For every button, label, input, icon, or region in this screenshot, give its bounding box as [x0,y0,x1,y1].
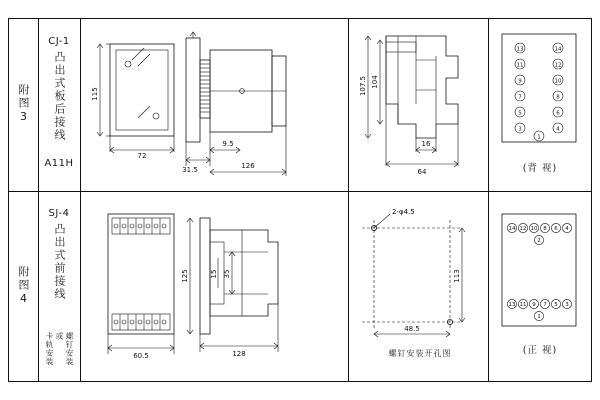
svg-text:4: 4 [565,226,569,233]
svg-text:35: 35 [223,269,231,279]
cj1-section-drawing [350,20,486,190]
svg-text:10: 10 [530,226,538,233]
svg-text:7: 7 [518,94,522,101]
svg-text:11: 11 [516,62,524,69]
view-caption-2: (正 视) [522,345,558,356]
svg-text:9: 9 [532,302,536,309]
svg-text:6: 6 [554,226,558,233]
model-code-1: A11H [44,158,74,169]
cj1-outline-drawing [82,20,348,190]
svg-text:3: 3 [518,126,522,133]
svg-text:12: 12 [519,226,527,233]
row-label-1-text: 附图3 [17,84,30,125]
svg-text:6: 6 [556,110,560,117]
model-type-2: 凸出式前接线 [53,223,66,301]
svg-text:11: 11 [519,302,527,309]
mount-note-line-1: 卡轨安装 [45,332,54,366]
column-divider-1 [38,18,39,382]
column-divider-3 [348,18,349,382]
row-label-2 [8,191,38,382]
svg-text:107.5: 107.5 [359,75,367,97]
column-divider-2 [80,18,81,382]
svg-text:5: 5 [518,110,522,117]
svg-text:2-φ4.5: 2-φ4.5 [392,208,415,216]
svg-text:8: 8 [543,226,547,233]
model-name-1: CJ-1 [48,36,70,47]
model-type-1: 凸出式板后接线 [53,51,66,142]
svg-text:2: 2 [537,238,541,245]
svg-text:128: 128 [232,350,246,358]
svg-text:14: 14 [508,226,516,233]
svg-text:4: 4 [556,126,560,133]
row-divider [8,191,592,192]
svg-text:13: 13 [508,302,516,309]
row-label-2-text: 附图4 [17,266,30,307]
svg-text:126: 126 [241,162,255,170]
hole-caption-2: 螺钉安装开孔图 [388,349,452,358]
svg-text:5: 5 [554,302,558,309]
sj4-outline-drawing [82,196,348,376]
svg-text:1: 1 [537,134,541,141]
svg-text:113: 113 [453,269,461,283]
model-block-2 [41,208,77,328]
svg-text:31.5: 31.5 [182,166,198,174]
svg-text:72: 72 [137,152,147,160]
svg-text:9.5: 9.5 [222,140,234,148]
sj4-hole-pattern-drawing [350,200,486,350]
svg-text:115: 115 [91,87,99,101]
svg-text:7: 7 [543,302,547,309]
mount-note-line-2: 或 [55,332,64,341]
svg-text:13: 13 [516,46,524,53]
svg-text:15: 15 [210,269,218,279]
svg-text:104: 104 [371,75,379,89]
svg-text:16: 16 [421,140,431,148]
svg-text:3: 3 [565,302,569,309]
mount-note-line-3: 螺钉安装 [65,332,74,366]
model-block-1 [41,36,77,176]
model-name-2: SJ-4 [48,208,70,219]
row-label-1 [8,18,38,191]
cj1-terminal-plate [492,28,588,158]
svg-text:14: 14 [554,46,562,53]
svg-text:125: 125 [181,269,189,283]
svg-text:60.5: 60.5 [133,352,149,360]
svg-text:10: 10 [554,78,562,85]
svg-text:64: 64 [417,168,427,176]
svg-text:9: 9 [518,78,522,85]
view-caption-1: (背 视) [522,163,558,174]
svg-text:12: 12 [554,62,562,69]
svg-text:8: 8 [556,94,560,101]
svg-text:48.5: 48.5 [404,325,420,333]
column-divider-4 [488,18,489,382]
sj4-terminal-plate [492,208,588,338]
svg-text:1: 1 [537,314,541,321]
mount-note-2 [41,332,77,366]
